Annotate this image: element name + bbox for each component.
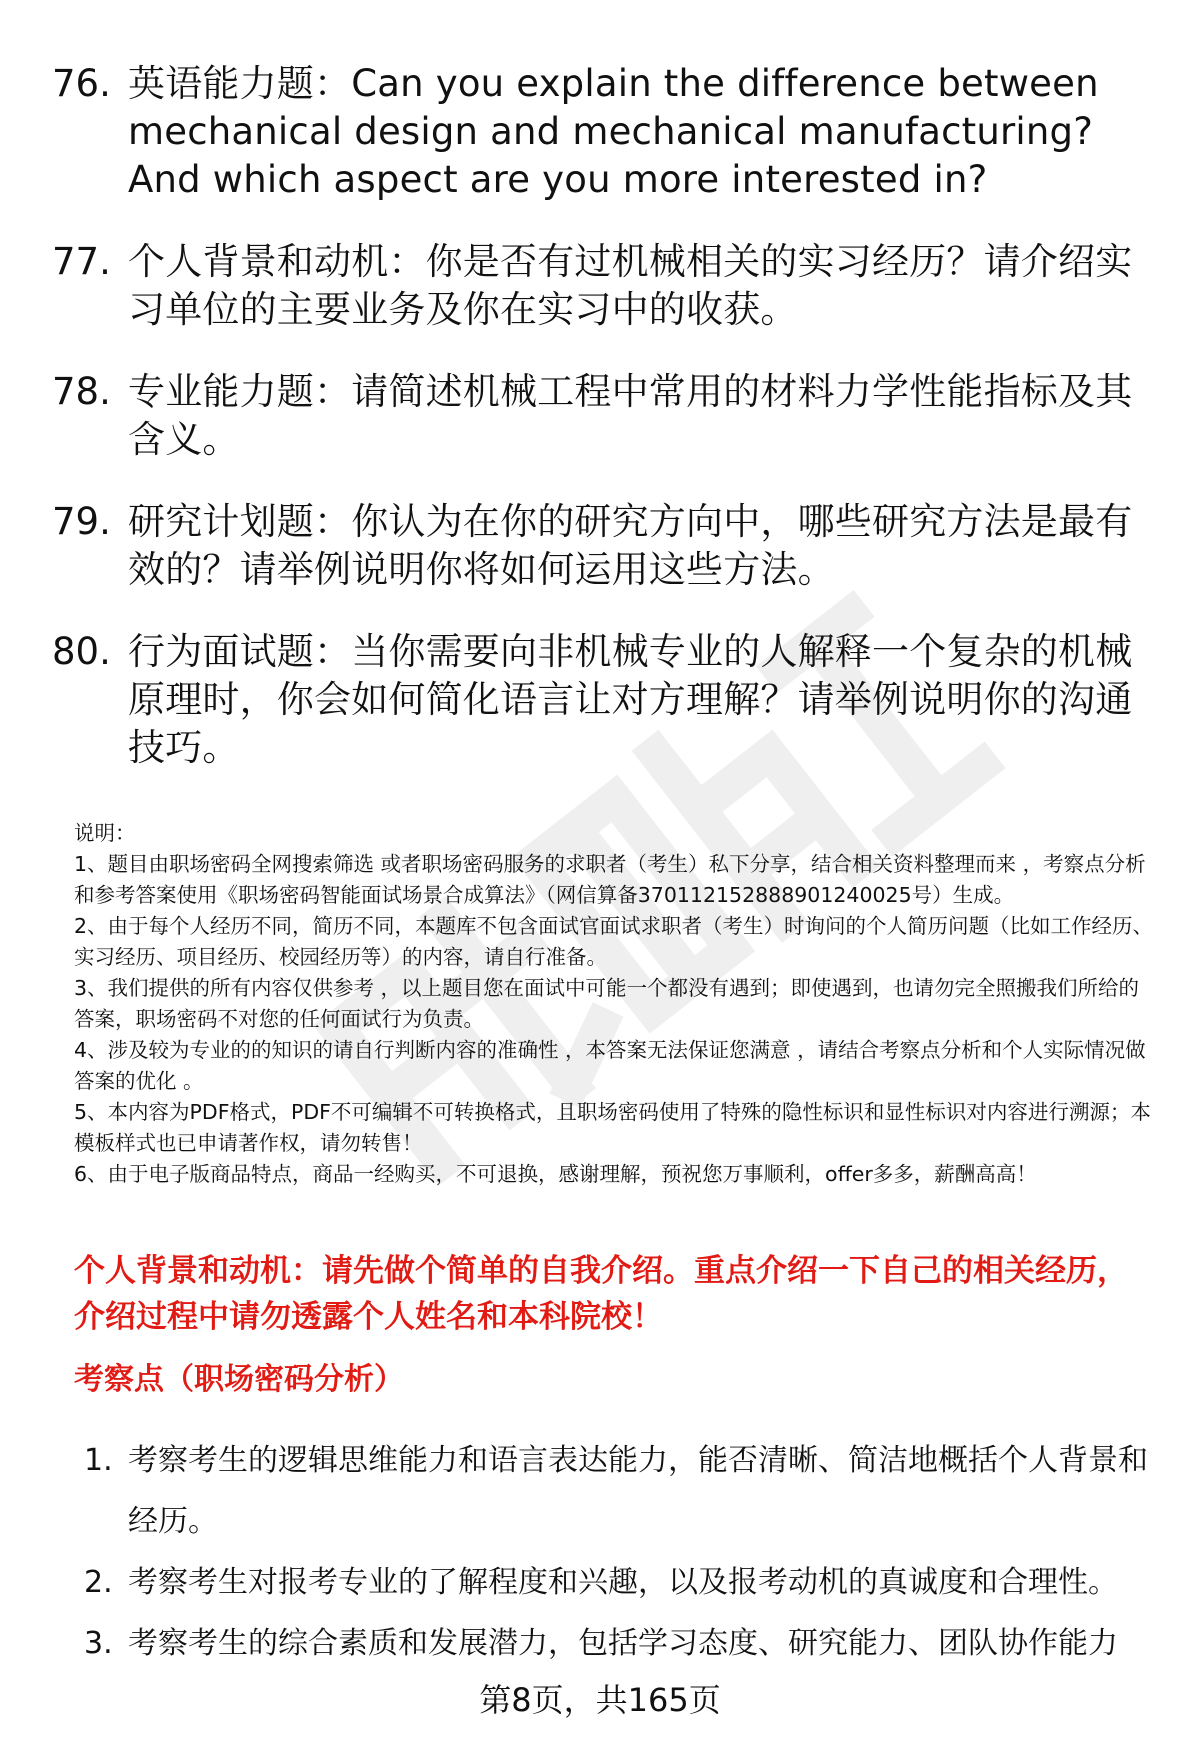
question-text: 行为面试题：当你需要向非机械专业的人解释一个复杂的机械原理时，你会如何简化语言让对方理解？请举例说明你的沟通技巧。 xyxy=(128,630,1133,769)
analysis-heading: 考察点（职场密码分析） xyxy=(74,1362,404,1397)
point-text: 考察考生的综合素质和发展潜力，包括学习态度、研究能力、团队协作能力 xyxy=(128,1626,1118,1661)
note-item: 6、由于电子版商品特点，商品一经购买，不可退换，感谢理解，预祝您万事顺利，offer多多，薪酬高高！ xyxy=(74,1162,1037,1186)
analysis-point xyxy=(84,1613,1164,1674)
point-number: 1. xyxy=(84,1443,113,1478)
question-text: 个人背景和动机：你是否有过机械相关的实习经历？请介绍实习单位的主要业务及你在实习中的收获。 xyxy=(128,240,1133,331)
analysis-point xyxy=(84,1430,1164,1552)
page-footer: 第8页，共165页 xyxy=(479,1681,721,1719)
question-text: 专业能力题：请简述机械工程中常用的材料力学性能指标及其含义。 xyxy=(128,370,1133,461)
point-text: 考察考生的逻辑思维能力和语言表达能力，能否清晰、简洁地概括个人背景和经历。 xyxy=(128,1443,1148,1539)
highlighted-question: 个人背景和动机：请先做个简单的自我介绍。重点介绍一下自己的相关经历，介绍过程中请勿透露个人姓名和本科院校！ xyxy=(74,1253,1128,1335)
note-item: 4、涉及较为专业的的知识的请自行判断内容的准确性 ，本答案无法保证您满意 ，请结合考察点分析和个人实际情况做答案的优化 。 xyxy=(74,1038,1146,1093)
question-number: 80. xyxy=(52,630,111,673)
question-item xyxy=(52,368,1152,464)
question-text: 英语能力题：Can you explain the difference between mechanical design and mechanical manufacturing? And which aspect are you more interested in? xyxy=(128,62,1099,201)
note-item: 3、我们提供的所有内容仅供参考 ，以上题目您在面试中可能一个都没有遇到；即使遇到，也请勿完全照搬我们所给的答案，职场密码不对您的任何面试行为负责。 xyxy=(74,976,1140,1031)
question-number: 78. xyxy=(52,370,111,413)
note-item: 2、由于每个人经历不同，简历不同，本题库不包含面试官面试求职者（考生）时询问的个人简历问题（比如工作经历、实习经历、项目经历、校园经历等）的内容，请自行准备。 xyxy=(74,914,1154,969)
notes-title: 说明： xyxy=(74,821,136,845)
note-item: 1、题目由职场密码全网搜索筛选 或者职场密码服务的求职者（考生）私下分享，结合相关资料整理而来 ，考察点分析和参考答案使用《职场密码智能面试场景合成算法》（网信算备370112152888901240025号）生成。 xyxy=(74,852,1146,907)
question-number: 76. xyxy=(52,62,111,105)
point-number: 2. xyxy=(84,1565,113,1600)
point-number: 3. xyxy=(84,1626,113,1661)
question-number: 79. xyxy=(52,500,111,543)
question-item xyxy=(52,238,1152,334)
question-number: 77. xyxy=(52,240,111,283)
question-item xyxy=(52,498,1152,594)
point-text: 考察考生对报考专业的了解程度和兴趣，以及报考动机的真诚度和合理性。 xyxy=(128,1565,1118,1600)
question-text: 研究计划题：你认为在你的研究方向中，哪些研究方法是最有效的？请举例说明你将如何运用这些方法。 xyxy=(128,500,1133,591)
notes-section xyxy=(74,818,1158,1190)
analysis-points xyxy=(84,1430,1164,1674)
analysis-point xyxy=(84,1552,1164,1613)
question-item xyxy=(52,628,1152,772)
question-list xyxy=(52,60,1152,806)
question-item xyxy=(52,60,1152,204)
note-item: 5、本内容为PDF格式，PDF不可编辑不可转换格式，且职场密码使用了特殊的隐性标识和显性标识对内容进行溯源；本模板样式也已申请著作权，请勿转售！ xyxy=(74,1100,1151,1155)
